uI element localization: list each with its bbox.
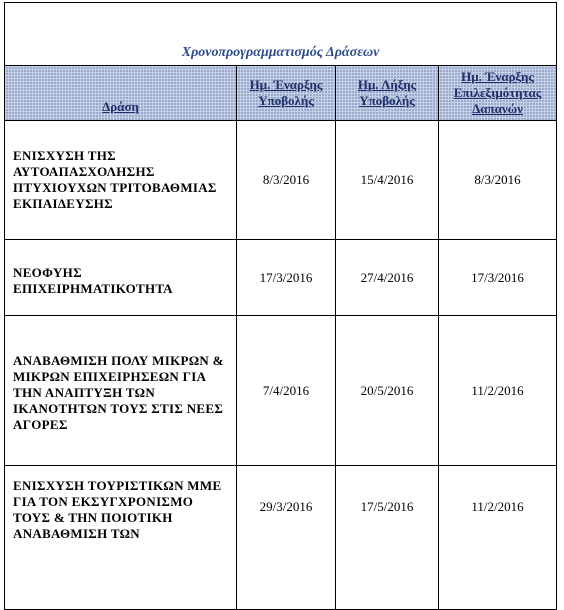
- title-row: [5, 3, 557, 66]
- action-cell: ΝΕΟΦΥΗΣ ΕΠΙΧΕΙΡΗΜΑΤΙΚΟΤΗΤΑ: [5, 240, 237, 316]
- table-row: [5, 240, 557, 316]
- eligibility-date-cell: 8/3/2016: [439, 121, 557, 240]
- start-date-cell: 7/4/2016: [237, 316, 336, 466]
- header-submission-start: [237, 66, 336, 121]
- table-title: Χρονοπρογραμματισμός Δράσεων: [181, 45, 380, 60]
- start-date-cell: 8/3/2016: [237, 121, 336, 240]
- title-cell: [5, 3, 557, 66]
- header-eligibility-start-label: Ημ. Έναρξης Επιλεξιμότητας Δαπανών: [453, 69, 542, 116]
- table-row: [5, 466, 557, 610]
- start-date-cell: 29/3/2016: [237, 466, 336, 610]
- table-row: [5, 316, 557, 466]
- eligibility-date-cell: 11/2/2016: [439, 316, 557, 466]
- action-cell: ΑΝΑΒΑΘΜΙΣΗ ΠΟΛΥ ΜΙΚΡΩΝ & ΜΙΚΡΩΝ ΕΠΙΧΕΙΡΗΣΕΩΝ ΓΙΑ ΤΗΝ ΑΝΑΠΤΥΞΗ ΤΩΝ ΙΚΑΝΟΤΗΤΩΝ ΤΟΥΣ ΣΤΙΣ ΝΕΕΣ ΑΓΟΡΕΣ: [5, 316, 237, 466]
- header-submission-start-label: Ημ. Έναρξης Υποβολής: [249, 77, 323, 108]
- header-action-label: Δράση: [102, 99, 139, 114]
- action-cell: ΕΝΙΣΧΥΣΗ ΤΗΣ ΑΥΤΟΑΠΑΣΧΟΛΗΣΗΣ ΠΤΥΧΙΟΥΧΩΝ ΤΡΙΤΟΒΑΘΜΙΑΣ ΕΚΠΑΙΔΕΥΣΗΣ: [5, 121, 237, 240]
- end-date-cell: 20/5/2016: [336, 316, 439, 466]
- end-date-cell: 27/4/2016: [336, 240, 439, 316]
- table-row: [5, 121, 557, 240]
- schedule-table: [4, 2, 557, 610]
- header-submission-end-label: Ημ. Λήξης Υποβολής: [357, 77, 417, 108]
- start-date-cell: 17/3/2016: [237, 240, 336, 316]
- end-date-cell: 17/5/2016: [336, 466, 439, 610]
- eligibility-date-cell: 17/3/2016: [439, 240, 557, 316]
- header-eligibility-start: [439, 66, 557, 121]
- end-date-cell: 15/4/2016: [336, 121, 439, 240]
- header-submission-end: [336, 66, 439, 121]
- header-action: [5, 66, 237, 121]
- action-cell: ΕΝΙΣΧΥΣΗ ΤΟΥΡΙΣΤΙΚΩΝ ΜΜΕ ΓΙΑ ΤΟΝ ΕΚΣΥΓΧΡΟΝΙΣΜΟ ΤΟΥΣ & ΤΗΝ ΠΟΙΟΤΙΚΗ ΑΝΑΒΑΘΜΙΣΗ ΤΩΝ: [5, 466, 237, 610]
- eligibility-date-cell: 11/2/2016: [439, 466, 557, 610]
- header-row: [5, 66, 557, 121]
